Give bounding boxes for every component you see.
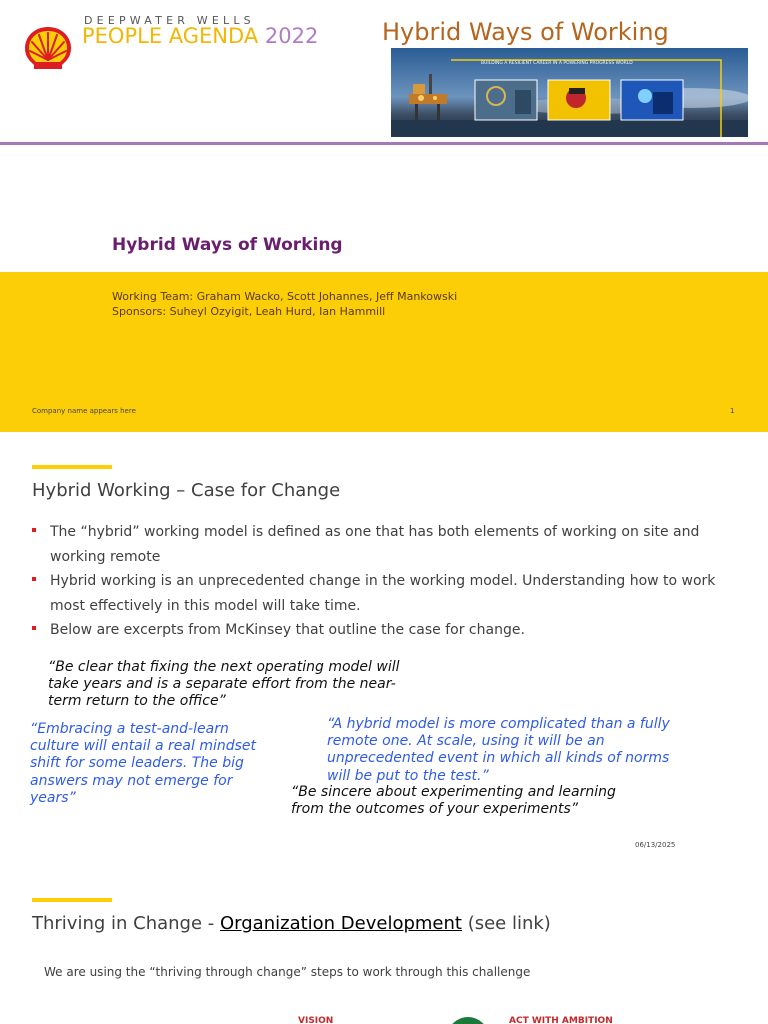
- act-with-ambition-label: ACT WITH AMBITION: [509, 1016, 613, 1024]
- brand-year: 2022: [264, 24, 319, 48]
- bullet-item: The “hybrid” working model is defined as one that has both elements of working on site and working remote: [32, 520, 742, 569]
- slide-date: 06/13/2025: [635, 841, 676, 849]
- quote-line: term return to the office”: [48, 693, 226, 710]
- section-accent-bar: [32, 465, 112, 469]
- brand-subtitle: DEEPWATER WELLS: [84, 14, 255, 27]
- green-circle-icon: [447, 1017, 489, 1024]
- title-slide-heading: Hybrid Ways of Working: [112, 235, 343, 255]
- quote-line: will be put to the test.”: [327, 767, 489, 784]
- bullet-item: Hybrid working is an unprecedented change in the working model. Understanding how to work most effectively in this model will take time.: [32, 569, 742, 618]
- quote-line: from the outcomes of your experiments”: [291, 801, 579, 818]
- sponsors-text: Sponsors: Suheyl Ozyigit, Leah Hurd, Ian Hammill: [112, 305, 386, 318]
- case-for-change-title: Hybrid Working – Case for Change: [32, 480, 341, 501]
- bullet-item: Below are excerpts from McKinsey that outline the case for change.: [32, 618, 742, 643]
- organization-development-link[interactable]: Organization Development: [220, 913, 462, 934]
- quote-line: culture will entail a real mindset: [30, 738, 256, 755]
- brand-main-text: PEOPLE AGENDA: [82, 24, 259, 48]
- footer-page-number: 1: [730, 407, 735, 415]
- quote-line: “Be sincere about experimenting and learning: [291, 784, 616, 800]
- quote-line: shift for some leaders. The big: [30, 755, 244, 772]
- case-bullet-list: [32, 520, 742, 643]
- quote-operating-model: [48, 659, 400, 711]
- header-banner-image: [391, 48, 748, 137]
- quote-line: years”: [30, 789, 76, 806]
- quote-line: “Embracing a test-and-learn: [30, 721, 229, 737]
- quote-line: “Be clear that fixing the next operating model will: [48, 659, 400, 675]
- quote-hybrid-model: [327, 716, 670, 785]
- vision-label: VISION: [298, 1016, 334, 1024]
- banner-caption: BUILDING A RESILIENT CAREER IN A POWERING PROGRESS WORLD: [481, 61, 633, 66]
- brand-title: [82, 24, 318, 48]
- thriving-title-prefix: Thriving in Change -: [32, 913, 220, 934]
- quote-line: answers may not emerge for: [30, 772, 233, 789]
- thriving-in-change-title: [32, 913, 551, 934]
- footer-company-name: Company name appears here: [32, 407, 136, 415]
- thriving-intro-text: We are using the “thriving through change” steps to work through this challenge: [44, 965, 531, 979]
- header-divider: [0, 142, 768, 145]
- thriving-title-suffix: (see link): [461, 913, 551, 934]
- section-accent-bar: [32, 898, 112, 902]
- quote-test-and-learn: [30, 721, 256, 807]
- shell-logo: [22, 24, 74, 72]
- header-title: Hybrid Ways of Working: [382, 18, 669, 46]
- quote-line: take years and is a separate effort from the near-: [48, 676, 396, 693]
- quote-line: remote one. At scale, using it will be an: [327, 733, 605, 750]
- quote-line: “A hybrid model is more complicated than a fully: [327, 716, 670, 732]
- quote-experimenting: [291, 784, 616, 818]
- quote-line: unprecedented event in which all kinds of norms: [327, 750, 670, 767]
- working-team-text: Working Team: Graham Wacko, Scott Johannes, Jeff Mankowski: [112, 290, 458, 303]
